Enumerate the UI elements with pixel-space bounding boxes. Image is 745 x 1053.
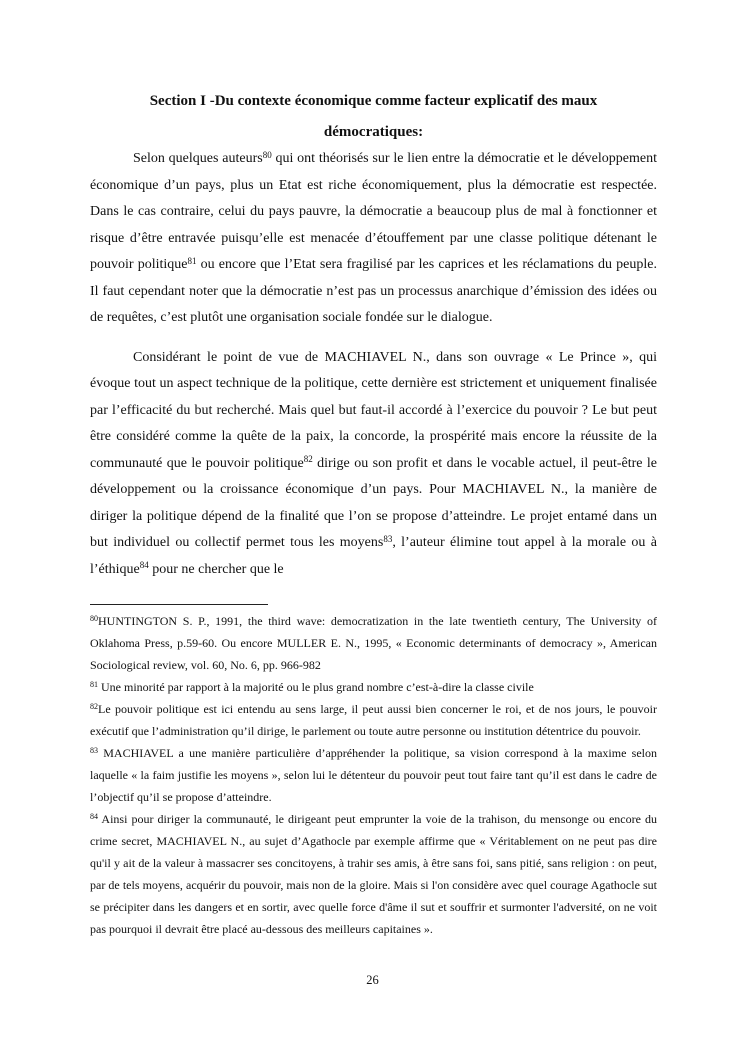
footnote-81: $^{81}$ Une minorité par rapport à la majorité ou le plus grand nombre c’est-à-dire la classe civile <box>90 680 534 694</box>
footnote-ref-81: 81 <box>187 255 197 266</box>
section-heading-line: Section I -Du contexte économique comme facteur explicatif des maux <box>149 93 598 109</box>
footnote-number-82: 82 <box>90 702 98 711</box>
footnote-84: $^{84}$ Ainsi pour diriger la communauté, le dirigeant peut emprunter la voie de la trahison, du mensonge ou encore du crime secret, MACHIAVEL N., au sujet d’Agathocle par exemple affirme que « Véritablement on ne peut pas dire qu'il y ait de la valeur à massacrer ses concitoyens, à trahir ses amis, à être sans foi, sans pitié, sans religion : on peut, par de tels moyens, acquérir du pouvoir, mais non de la gloire. Mais si l'on considère avec quel courage Agathocle sut se précipiter dans les dangers et en sortir, avec quelle force d'âme il sut et souffrir et surmonter l'adversité, on ne voit pas pourquoi il devrait être placé au-dessous des meilleurs capitaines ». <box>90 812 657 936</box>
section-heading <box>90 86 657 148</box>
footnote-list <box>90 610 657 940</box>
footnote-ref-83: 83 <box>383 533 393 544</box>
body-text <box>90 146 657 596</box>
footnote-ref-82: 82 <box>303 454 313 465</box>
footnote-section <box>90 604 657 940</box>
footnote-number-83: 83 <box>90 746 98 755</box>
footnote-ref-84: 84 <box>139 560 149 571</box>
footnote-number-81: 81 <box>90 680 98 689</box>
footnote-separator <box>90 604 268 605</box>
footnote-number-84: 84 <box>90 812 98 821</box>
footnote-ref-80: 80 <box>262 149 272 160</box>
footnote-82: $^{82}$Le pouvoir politique est ici entendu au sens large, il peut aussi bien concerner le roi, et de nos jours, le pouvoir exécutif que l’administration qu’il dirige, le parlement ou toute autre personne ou institution détentrice du pouvoir. <box>90 702 657 738</box>
body-paragraph-2: Considérant le point de vue de MACHIAVEL N., dans son ouvrage « Le Prince », qui évoque tout un aspect technique de la politique, cette dernière est strictement et uniquement finalisée par l’efficacité du but recherché. Mais quel but faut-il accordé à l’exercice du pouvoir ? Le but peut être considéré comme la quête de la paix, la concorde, la prospérité mais encore la réussite de la communauté que le pouvoir politique$^{82}$ dirige ou son profit et dans le vocable actuel, il peut-être le développement ou la croissance économique d’un pays. Pour MACHIAVEL N., la manière de diriger la politique dépend de la finalité que l’on se propose d’atteindre. Le projet entamé dans un but individuel ou collectif permet tous les moyens$^{83}$, l’auteur élimine tout appel à la morale ou à l’éthique$^{84}$ pour ne chercher que le <box>90 349 658 577</box>
footnote-number-80: 80 <box>90 614 98 623</box>
section-heading-line: démocratiques: <box>323 124 424 140</box>
body-paragraph-1: Selon quelques auteurs$^{80}$ qui ont théorisés sur le lien entre la démocratie et le développement économique d’un pays, plus un Etat est riche économiquement, plus la démocratie est respectée. Dans le cas contraire, celui du pays pauvre, la démocratie a beaucoup plus de mal à fonctionner et risque d’être entravée puisqu’elle est menacée d’étouffement par une classe politique détenant le pouvoir politique$^{81}$ ou encore que l’Etat sera fragilisé par les caprices et les réclamations du peuple. Il faut cependant noter que la démocratie n’est pas un processus anarchique d’émission des idées ou de requêtes, c’est plutôt une organisation sociale fondée sur le dialogue. <box>90 149 657 325</box>
footnote-83: $^{83}$ MACHIAVEL a une manière particulière d’appréhender la politique, sa vision correspond à la maxime selon laquelle « la faim justifie les moyens », selon lui le détenteur du pouvoir peut tout faire tant qu’il est dans le cadre de l’objectif qu’il se propose d’atteindre. <box>90 746 657 804</box>
page-number: 26 <box>366 973 379 987</box>
footnote-80: $^{80}$HUNTINGTON S. P., 1991, the third wave: democratization in the late twentieth century, The University of Oklahoma Press, p.59-60. Ou encore MULLER E. N., 1995, « Economic determinants of democracy », American Sociological review, vol. 60, No. 6, pp. 966-982 <box>90 614 657 672</box>
